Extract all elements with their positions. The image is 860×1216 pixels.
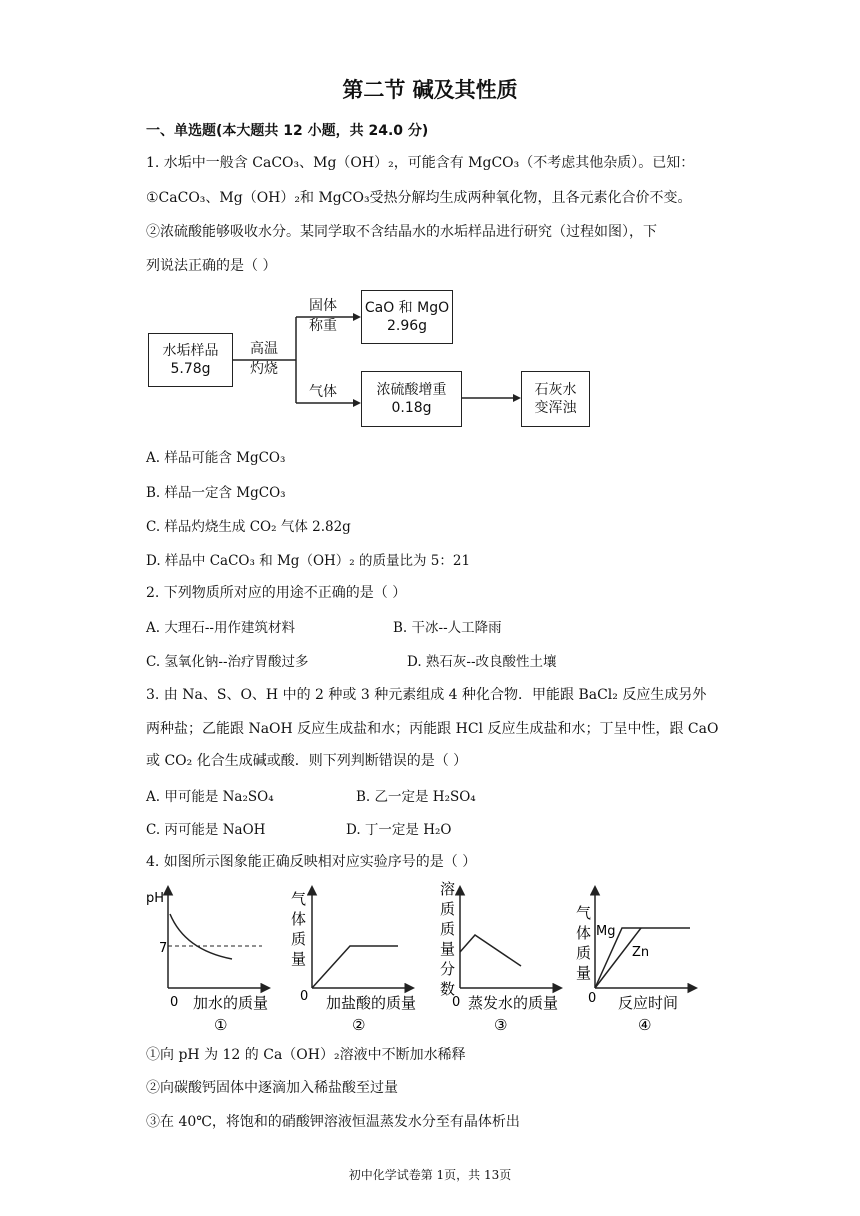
limewater-box — [521, 371, 590, 427]
page-footer: 初中化学试卷第 1页，共 13页 — [348, 1168, 512, 1182]
q3-line-1: 3. 由 Na、S、O、H 中的 2 种或 3 种元素组成 4 种化合物．甲能跟 BaCl₂ 反应生成另外 — [146, 687, 707, 703]
q2-stem: 2. 下列物质所对应的用途不正确的是（ ） — [146, 585, 407, 601]
graph-2-origin: 0 — [300, 989, 309, 1004]
graph-1-xlabel: 加水的质量 — [193, 994, 269, 1012]
graph-3-ylabel-1: 溶 — [440, 880, 456, 898]
graph-3-origin: 0 — [452, 995, 461, 1010]
graph-3-ylabel-2: 质 — [440, 900, 456, 918]
graph-4-ylabel-1: 气 — [576, 904, 592, 922]
q4-item-1: ①向 pH 为 12 的 Ca（OH）₂溶液中不断加水稀释 — [146, 1047, 466, 1063]
section-heading: 一、单选题(本大题共 12 小题，共 24.0 分) — [146, 123, 429, 139]
graph-1-curve — [170, 914, 232, 959]
graph-1-ylabel: pH — [146, 891, 165, 906]
graph-4-ylabel-4: 量 — [576, 964, 592, 982]
graph-2-curve — [312, 946, 398, 988]
graph-1-number: ① — [214, 1016, 228, 1034]
q3-line-2: 两种盐；乙能跟 NaOH 反应生成盐和水；丙能跟 HCl 反应生成盐和水；丁呈中性，跟 CaO — [146, 721, 719, 737]
q4-item-2: ②向碳酸钙固体中逐滴加入稀盐酸至过量 — [146, 1080, 398, 1096]
graph-4-zn-label: Zn — [632, 945, 650, 960]
graph-2-ylabel-3: 质 — [291, 930, 307, 948]
q1-line-4: 列说法正确的是（ ） — [146, 258, 277, 274]
graph-4-xlabel: 反应时间 — [618, 994, 679, 1012]
page-title: 第二节 碱及其性质 — [342, 78, 518, 102]
graph-1 — [146, 888, 268, 1034]
acid-box-mass: 0.18g — [391, 400, 432, 416]
q4-item-3: ③在 40℃，将饱和的硝酸钾溶液恒温蒸发水分至有晶体析出 — [146, 1114, 520, 1130]
sample-name: 水垢样品 — [162, 343, 219, 359]
graph-2 — [291, 888, 416, 1034]
graph-2-number: ② — [352, 1016, 366, 1034]
q3-option-d: D. 丁一定是 H₂O — [346, 822, 452, 838]
graph-4-number: ④ — [638, 1016, 652, 1034]
limewater-text-2: 变浑浊 — [534, 400, 577, 416]
q1-line-3: ②浓硫酸能够吸收水分。某同学取不含结晶水的水垢样品进行研究（过程如图），下 — [146, 224, 657, 240]
sample-mass: 5.78g — [170, 361, 211, 377]
graph-2-ylabel-2: 体 — [291, 910, 307, 928]
graph-3-ylabel-3: 质 — [440, 920, 456, 938]
q3-option-b: B. 乙一定是 H₂SO₄ — [356, 789, 476, 805]
graph-3-number: ③ — [494, 1016, 508, 1034]
solid-box — [361, 290, 453, 344]
q4-graphs — [0, 870, 860, 1040]
graph-3-ylabel-5: 分 — [440, 960, 456, 978]
q1-option-c: C. 样品灼烧生成 CO₂ 气体 2.82g — [146, 519, 351, 535]
q4-stem: 4. 如图所示图象能正确反映相对应实验序号的是（ ） — [146, 854, 477, 870]
graph-3-ylabel-4: 量 — [440, 940, 456, 958]
q1-option-d: D. 样品中 CaCO₃ 和 Mg（OH）₂ 的质量比为 5：21 — [146, 553, 471, 569]
q2-option-a: A. 大理石--用作建筑材料 — [146, 620, 295, 636]
graph-2-ylabel-1: 气 — [291, 890, 307, 908]
graph-4 — [576, 888, 695, 1034]
graph-2-ylabel-4: 量 — [291, 950, 307, 968]
q3-option-a: A. 甲可能是 Na₂SO₄ — [146, 789, 274, 805]
solid-box-mass: 2.96g — [386, 318, 428, 334]
graph-4-ylabel-2: 体 — [576, 924, 592, 942]
q2-option-d: D. 熟石灰--改良酸性土壤 — [407, 654, 557, 670]
limewater-text-1: 石灰水 — [534, 382, 577, 398]
q1-option-b: B. 样品一定含 MgCO₃ — [146, 485, 286, 501]
solid-label-1: 固体 — [309, 298, 337, 314]
solid-label-2: 称重 — [309, 318, 337, 334]
q2-option-c: C. 氢氧化钠--治疗胃酸过多 — [146, 654, 309, 670]
graph-3 — [440, 880, 560, 1034]
graph-2-xlabel: 加盐酸的质量 — [326, 994, 417, 1012]
graph-3-xlabel: 蒸发水的质量 — [468, 994, 559, 1012]
q1-line-1: 1. 水垢中一般含 CaCO₃、Mg（OH）₂，可能含有 MgCO₃（不考虑其他杂质）。已知： — [146, 155, 695, 171]
graph-1-origin: 0 — [170, 995, 179, 1010]
q3-line-3: 或 CO₂ 化合生成碱或酸．则下列判断错误的是（ ） — [146, 753, 468, 769]
graph-4-mg-label: Mg — [596, 924, 616, 939]
q3-option-c: C. 丙可能是 NaOH — [146, 822, 266, 838]
graph-4-origin: 0 — [588, 991, 597, 1006]
graph-3-ylabel-6: 数 — [440, 980, 456, 998]
q1-line-2: ①CaCO₃、Mg（OH）₂和 MgCO₃受热分解均生成两种氧化物，且各元素化合价不变。 — [146, 190, 692, 206]
heat-label-2: 灼烧 — [250, 361, 278, 377]
q2-option-b: B. 干冰--人工降雨 — [393, 620, 502, 636]
heat-label-1: 高温 — [250, 341, 278, 357]
gas-label: 气体 — [309, 384, 337, 400]
acid-box — [361, 371, 462, 427]
graph-4-ylabel-3: 质 — [576, 944, 592, 962]
q1-option-a: A. 样品可能含 MgCO₃ — [146, 450, 286, 466]
graph-1-tick-7: 7 — [159, 941, 168, 956]
graph-3-curve — [460, 935, 521, 966]
solid-box-formula: CaO 和 MgO — [364, 300, 450, 316]
sample-box — [148, 333, 233, 387]
acid-box-text: 浓硫酸增重 — [376, 382, 447, 398]
